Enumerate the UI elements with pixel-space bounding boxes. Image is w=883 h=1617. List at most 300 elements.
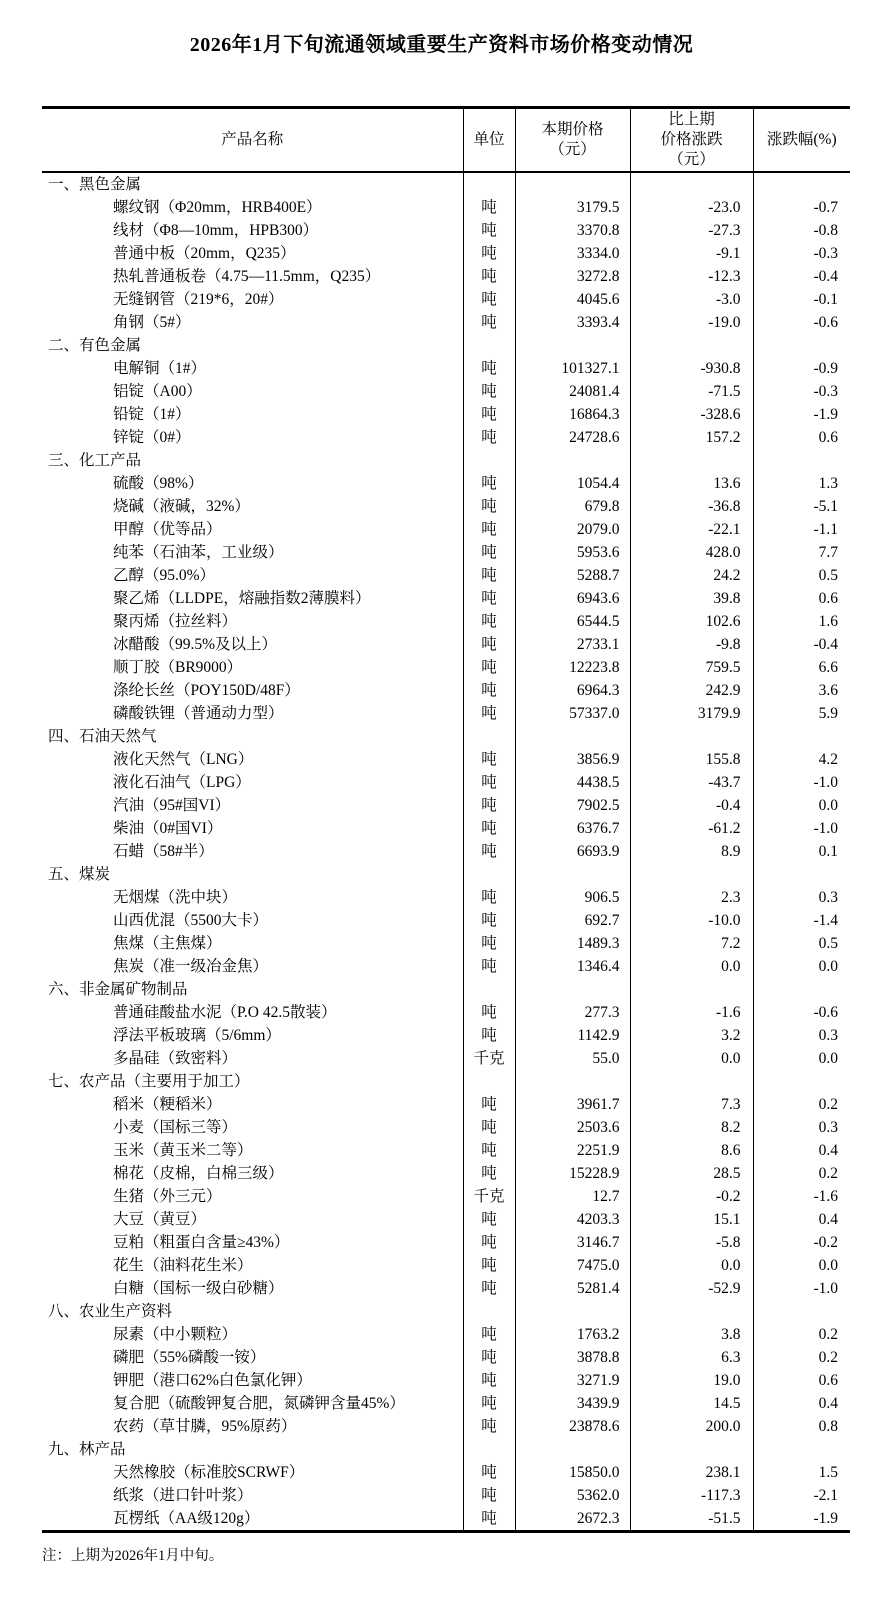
product-name: 电解铜（1#） xyxy=(113,360,207,377)
unit-cell: 吨 xyxy=(463,610,515,633)
product-row xyxy=(42,1346,850,1369)
product-name: 顺丁胶（BR9000） xyxy=(113,659,243,676)
unit-cell xyxy=(463,1300,515,1323)
price-cell: 1489.3 xyxy=(515,932,630,955)
unit-cell xyxy=(463,978,515,1001)
change-cell xyxy=(630,334,753,357)
product-row xyxy=(42,288,850,311)
price-cell: 1346.4 xyxy=(515,955,630,978)
product-row xyxy=(42,495,850,518)
price-cell: 12223.8 xyxy=(515,656,630,679)
price-cell: 23878.6 xyxy=(515,1415,630,1438)
unit-cell: 吨 xyxy=(463,1024,515,1047)
unit-cell: 吨 xyxy=(463,1415,515,1438)
pct-cell: 1.3 xyxy=(753,472,850,495)
change-cell: -19.0 xyxy=(630,311,753,334)
pct-cell: 6.6 xyxy=(753,656,850,679)
price-cell: 101327.1 xyxy=(515,357,630,380)
product-row xyxy=(42,1392,850,1415)
change-cell: -43.7 xyxy=(630,771,753,794)
price-cell xyxy=(515,1438,630,1461)
section-row xyxy=(42,1300,850,1323)
pct-cell: 7.7 xyxy=(753,541,850,564)
product-row xyxy=(42,702,850,725)
pct-cell: 0.4 xyxy=(753,1208,850,1231)
change-cell: 155.8 xyxy=(630,748,753,771)
price-cell xyxy=(515,1300,630,1323)
unit-cell: 吨 xyxy=(463,1323,515,1346)
change-cell: -328.6 xyxy=(630,403,753,426)
price-cell: 4045.6 xyxy=(515,288,630,311)
product-row xyxy=(42,1254,850,1277)
pct-cell: -0.2 xyxy=(753,1231,850,1254)
section-row xyxy=(42,172,850,196)
price-cell: 1763.2 xyxy=(515,1323,630,1346)
change-cell xyxy=(630,978,753,1001)
change-cell: -71.5 xyxy=(630,380,753,403)
section-name: 八、农业生产资料 xyxy=(48,1303,173,1320)
change-cell xyxy=(630,725,753,748)
section-row xyxy=(42,1070,850,1093)
product-row xyxy=(42,1461,850,1484)
unit-cell: 吨 xyxy=(463,1484,515,1507)
product-row xyxy=(42,541,850,564)
section-row xyxy=(42,334,850,357)
product-name: 浮法平板玻璃（5/6mm） xyxy=(113,1027,281,1044)
change-cell: 0.0 xyxy=(630,1047,753,1070)
product-name: 生猪（外三元） xyxy=(113,1188,222,1205)
unit-cell xyxy=(463,334,515,357)
product-name: 铅锭（1#） xyxy=(113,406,191,423)
price-cell: 6964.3 xyxy=(515,679,630,702)
product-name: 聚丙烯（拉丝料） xyxy=(113,613,238,630)
unit-cell: 吨 xyxy=(463,196,515,219)
change-cell xyxy=(630,1300,753,1323)
change-cell: 3179.9 xyxy=(630,702,753,725)
change-cell: 6.3 xyxy=(630,1346,753,1369)
product-name: 农药（草甘膦，95%原药） xyxy=(113,1418,297,1435)
change-cell: -0.4 xyxy=(630,794,753,817)
footnote: 注：上期为2026年1月中旬。 xyxy=(42,1548,224,1564)
product-row xyxy=(42,1139,850,1162)
change-cell xyxy=(630,172,753,196)
section-name: 四、石油天然气 xyxy=(48,728,157,745)
product-row xyxy=(42,265,850,288)
unit-cell xyxy=(463,1438,515,1461)
change-cell: -1.6 xyxy=(630,1001,753,1024)
change-cell: -117.3 xyxy=(630,1484,753,1507)
product-name: 线材（Φ8—10mm，HPB300） xyxy=(113,222,319,239)
unit-cell: 吨 xyxy=(463,426,515,449)
price-cell: 5362.0 xyxy=(515,1484,630,1507)
product-row xyxy=(42,1001,850,1024)
product-row xyxy=(42,357,850,380)
change-cell: 28.5 xyxy=(630,1162,753,1185)
unit-cell: 吨 xyxy=(463,1254,515,1277)
product-name: 烧碱（液碱，32%） xyxy=(113,498,250,515)
change-cell: 39.8 xyxy=(630,587,753,610)
price-cell: 6544.5 xyxy=(515,610,630,633)
pct-cell: 0.6 xyxy=(753,426,850,449)
product-row xyxy=(42,817,850,840)
product-row xyxy=(42,587,850,610)
price-cell: 6943.6 xyxy=(515,587,630,610)
product-name: 无烟煤（洗中块） xyxy=(113,889,238,906)
unit-cell: 吨 xyxy=(463,1116,515,1139)
price-cell: 1054.4 xyxy=(515,472,630,495)
section-name: 二、有色金属 xyxy=(48,337,142,354)
pct-cell: -1.4 xyxy=(753,909,850,932)
price-cell: 3961.7 xyxy=(515,1093,630,1116)
col-header-pct-change: 涨跌幅(%) xyxy=(753,108,850,173)
pct-cell xyxy=(753,1070,850,1093)
product-row xyxy=(42,219,850,242)
product-row xyxy=(42,1415,850,1438)
change-cell: 759.5 xyxy=(630,656,753,679)
col-header-current-price-line1: 本期价格 xyxy=(541,121,604,138)
product-row xyxy=(42,1116,850,1139)
pct-cell: 1.6 xyxy=(753,610,850,633)
unit-cell: 吨 xyxy=(463,242,515,265)
product-row xyxy=(42,840,850,863)
col-header-current-price-line2: （元） xyxy=(549,141,596,158)
price-cell: 3146.7 xyxy=(515,1231,630,1254)
pct-cell: -0.3 xyxy=(753,380,850,403)
price-cell: 15850.0 xyxy=(515,1461,630,1484)
pct-cell xyxy=(753,978,850,1001)
unit-cell: 吨 xyxy=(463,955,515,978)
section-name: 三、化工产品 xyxy=(48,452,142,469)
price-cell: 5288.7 xyxy=(515,564,630,587)
col-header-change-line2: 价格涨跌 xyxy=(660,131,723,148)
unit-cell: 吨 xyxy=(463,702,515,725)
unit-cell: 吨 xyxy=(463,541,515,564)
price-cell: 7902.5 xyxy=(515,794,630,817)
pct-cell: 3.6 xyxy=(753,679,850,702)
product-row xyxy=(42,1484,850,1507)
change-cell: 19.0 xyxy=(630,1369,753,1392)
product-name: 瓦楞纸（AA级120g） xyxy=(113,1510,260,1527)
change-cell: 13.6 xyxy=(630,472,753,495)
unit-cell: 吨 xyxy=(463,1461,515,1484)
product-name: 白糖（国标一级白砂糖） xyxy=(113,1280,284,1297)
change-cell: -22.1 xyxy=(630,518,753,541)
change-cell: 2.3 xyxy=(630,886,753,909)
pct-cell: -1.0 xyxy=(753,1277,850,1300)
product-row xyxy=(42,679,850,702)
unit-cell: 吨 xyxy=(463,1507,515,1532)
price-cell: 5953.6 xyxy=(515,541,630,564)
col-header-change-line3: （元） xyxy=(668,151,715,168)
unit-cell: 吨 xyxy=(463,1231,515,1254)
product-row xyxy=(42,1323,850,1346)
price-cell: 906.5 xyxy=(515,886,630,909)
price-cell: 24081.4 xyxy=(515,380,630,403)
change-cell: 8.2 xyxy=(630,1116,753,1139)
change-cell: -0.2 xyxy=(630,1185,753,1208)
pct-cell: 0.0 xyxy=(753,1047,850,1070)
pct-cell: -1.1 xyxy=(753,518,850,541)
unit-cell: 吨 xyxy=(463,265,515,288)
col-header-current-price xyxy=(515,108,630,173)
product-row xyxy=(42,1093,850,1116)
section-name: 一、黑色金属 xyxy=(48,176,142,193)
pct-cell: 0.6 xyxy=(753,587,850,610)
pct-cell: 0.2 xyxy=(753,1162,850,1185)
product-row xyxy=(42,564,850,587)
product-row xyxy=(42,909,850,932)
product-name: 乙醇（95.0%） xyxy=(113,567,216,584)
product-name: 甲醇（优等品） xyxy=(113,521,222,538)
unit-cell: 吨 xyxy=(463,909,515,932)
unit-cell: 吨 xyxy=(463,771,515,794)
pct-cell: 0.2 xyxy=(753,1323,850,1346)
product-name: 稻米（粳稻米） xyxy=(113,1096,222,1113)
unit-cell: 千克 xyxy=(463,1185,515,1208)
change-cell: -52.9 xyxy=(630,1277,753,1300)
col-header-product: 产品名称 xyxy=(42,108,463,173)
product-name: 聚乙烯（LLDPE，熔融指数2薄膜料） xyxy=(113,590,371,607)
unit-cell: 吨 xyxy=(463,587,515,610)
pct-cell: 0.1 xyxy=(753,840,850,863)
change-cell: 15.1 xyxy=(630,1208,753,1231)
pct-cell: 0.4 xyxy=(753,1139,850,1162)
pct-cell: -5.1 xyxy=(753,495,850,518)
section-row xyxy=(42,1438,850,1461)
change-cell: 0.0 xyxy=(630,955,753,978)
pct-cell xyxy=(753,172,850,196)
pct-cell: 0.3 xyxy=(753,1024,850,1047)
pct-cell: -0.4 xyxy=(753,265,850,288)
price-cell: 2079.0 xyxy=(515,518,630,541)
price-cell: 277.3 xyxy=(515,1001,630,1024)
price-cell: 3439.9 xyxy=(515,1392,630,1415)
unit-cell: 吨 xyxy=(463,288,515,311)
product-name: 无缝钢管（219*6，20#） xyxy=(113,291,284,308)
unit-cell: 吨 xyxy=(463,817,515,840)
price-cell: 57337.0 xyxy=(515,702,630,725)
product-name: 纯苯（石油苯，工业级） xyxy=(113,544,284,561)
change-cell: -12.3 xyxy=(630,265,753,288)
change-cell: 157.2 xyxy=(630,426,753,449)
change-cell xyxy=(630,1070,753,1093)
price-cell: 3272.8 xyxy=(515,265,630,288)
unit-cell: 吨 xyxy=(463,748,515,771)
product-name: 铝锭（A00） xyxy=(113,383,202,400)
change-cell xyxy=(630,1438,753,1461)
change-cell: 0.0 xyxy=(630,1254,753,1277)
unit-cell: 吨 xyxy=(463,472,515,495)
price-cell xyxy=(515,334,630,357)
product-name: 普通硅酸盐水泥（P.O 42.5散装） xyxy=(113,1004,337,1021)
price-cell xyxy=(515,978,630,1001)
section-row xyxy=(42,449,850,472)
product-name: 硫酸（98%） xyxy=(113,475,204,492)
price-table xyxy=(42,106,850,1533)
change-cell: -27.3 xyxy=(630,219,753,242)
unit-cell: 吨 xyxy=(463,495,515,518)
product-row xyxy=(42,311,850,334)
product-name: 涤纶长丝（POY150D/48F） xyxy=(113,682,300,699)
product-row xyxy=(42,1369,850,1392)
price-cell xyxy=(515,449,630,472)
col-header-unit: 单位 xyxy=(463,108,515,173)
product-name: 玉米（黄玉米二等） xyxy=(113,1142,253,1159)
pct-cell xyxy=(753,334,850,357)
pct-cell xyxy=(753,725,850,748)
price-cell: 2503.6 xyxy=(515,1116,630,1139)
change-cell: -61.2 xyxy=(630,817,753,840)
product-row xyxy=(42,403,850,426)
product-row xyxy=(42,1047,850,1070)
unit-cell: 吨 xyxy=(463,219,515,242)
change-cell xyxy=(630,449,753,472)
product-row xyxy=(42,932,850,955)
product-name: 棉花（皮棉，白棉三级） xyxy=(113,1165,284,1182)
product-row xyxy=(42,518,850,541)
change-cell: -930.8 xyxy=(630,357,753,380)
price-cell: 3179.5 xyxy=(515,196,630,219)
product-name: 磷酸铁锂（普通动力型） xyxy=(113,705,284,722)
price-cell xyxy=(515,1070,630,1093)
change-cell: -3.0 xyxy=(630,288,753,311)
product-name: 多晶硅（致密料） xyxy=(113,1050,238,1067)
change-cell: 3.8 xyxy=(630,1323,753,1346)
change-cell: 3.2 xyxy=(630,1024,753,1047)
product-name: 小麦（国标三等） xyxy=(113,1119,238,1136)
product-name: 石蜡（58#半） xyxy=(113,843,214,860)
pct-cell: 5.9 xyxy=(753,702,850,725)
price-cell: 4203.3 xyxy=(515,1208,630,1231)
price-cell: 7475.0 xyxy=(515,1254,630,1277)
product-name: 天然橡胶（标准胶SCRWF） xyxy=(113,1464,305,1481)
col-header-change-line1: 比上期 xyxy=(668,111,715,128)
unit-cell: 吨 xyxy=(463,403,515,426)
pct-cell: 0.8 xyxy=(753,1415,850,1438)
change-cell: -23.0 xyxy=(630,196,753,219)
unit-cell: 吨 xyxy=(463,1139,515,1162)
price-cell: 6693.9 xyxy=(515,840,630,863)
unit-cell: 吨 xyxy=(463,1208,515,1231)
change-cell: -9.1 xyxy=(630,242,753,265)
change-cell: -51.5 xyxy=(630,1507,753,1532)
pct-cell xyxy=(753,1300,850,1323)
change-cell: 8.6 xyxy=(630,1139,753,1162)
unit-cell: 吨 xyxy=(463,886,515,909)
price-table-container xyxy=(42,106,850,1533)
price-cell xyxy=(515,172,630,196)
unit-cell xyxy=(463,725,515,748)
price-cell: 3878.8 xyxy=(515,1346,630,1369)
price-cell: 3271.9 xyxy=(515,1369,630,1392)
pct-cell: 4.2 xyxy=(753,748,850,771)
pct-cell: -1.0 xyxy=(753,817,850,840)
unit-cell xyxy=(463,1070,515,1093)
col-header-change xyxy=(630,108,753,173)
unit-cell: 吨 xyxy=(463,518,515,541)
unit-cell: 吨 xyxy=(463,1001,515,1024)
price-cell: 24728.6 xyxy=(515,426,630,449)
product-name: 大豆（黄豆） xyxy=(113,1211,207,1228)
section-row xyxy=(42,863,850,886)
unit-cell: 吨 xyxy=(463,840,515,863)
price-cell xyxy=(515,863,630,886)
product-name: 角钢（5#） xyxy=(113,314,191,331)
pct-cell: -0.3 xyxy=(753,242,850,265)
pct-cell: 0.2 xyxy=(753,1346,850,1369)
pct-cell: -0.9 xyxy=(753,357,850,380)
pct-cell: -1.0 xyxy=(753,771,850,794)
section-row xyxy=(42,978,850,1001)
section-name: 七、农产品（主要用于加工） xyxy=(48,1073,250,1090)
pct-cell: 0.0 xyxy=(753,1254,850,1277)
price-cell: 12.7 xyxy=(515,1185,630,1208)
unit-cell: 吨 xyxy=(463,311,515,334)
unit-cell: 吨 xyxy=(463,633,515,656)
pct-cell: -0.4 xyxy=(753,633,850,656)
price-cell: 2672.3 xyxy=(515,1507,630,1532)
section-row xyxy=(42,725,850,748)
section-name: 六、非金属矿物制品 xyxy=(48,981,188,998)
product-name: 普通中板（20mm，Q235） xyxy=(113,245,296,262)
unit-cell: 吨 xyxy=(463,564,515,587)
page-title: 2026年1月下旬流通领域重要生产资料市场价格变动情况 xyxy=(189,34,694,56)
product-row xyxy=(42,196,850,219)
section-name: 五、煤炭 xyxy=(48,866,111,883)
pct-cell xyxy=(753,1438,850,1461)
pct-cell: 0.2 xyxy=(753,1093,850,1116)
pct-cell: 0.0 xyxy=(753,794,850,817)
price-cell: 692.7 xyxy=(515,909,630,932)
unit-cell xyxy=(463,449,515,472)
product-row xyxy=(42,610,850,633)
product-row xyxy=(42,886,850,909)
product-name: 锌锭（0#） xyxy=(113,429,191,446)
product-name: 焦煤（主焦煤） xyxy=(113,935,222,952)
table-body xyxy=(42,172,850,1532)
unit-cell: 吨 xyxy=(463,1369,515,1392)
price-cell: 3370.8 xyxy=(515,219,630,242)
unit-cell: 吨 xyxy=(463,932,515,955)
pct-cell: -0.6 xyxy=(753,1001,850,1024)
product-name: 钾肥（港口62%白色氯化钾） xyxy=(113,1372,312,1389)
product-row xyxy=(42,955,850,978)
unit-cell: 吨 xyxy=(463,1277,515,1300)
change-cell: 7.3 xyxy=(630,1093,753,1116)
product-row xyxy=(42,633,850,656)
unit-cell: 吨 xyxy=(463,1093,515,1116)
product-name: 柴油（0#国VI） xyxy=(113,820,223,837)
pct-cell: -1.9 xyxy=(753,403,850,426)
product-name: 液化天然气（LNG） xyxy=(113,751,254,768)
change-cell: 102.6 xyxy=(630,610,753,633)
product-row xyxy=(42,1507,850,1532)
unit-cell: 吨 xyxy=(463,380,515,403)
product-name: 螺纹钢（Φ20mm，HRB400E） xyxy=(113,199,322,216)
unit-cell: 吨 xyxy=(463,794,515,817)
change-cell: -5.8 xyxy=(630,1231,753,1254)
price-cell xyxy=(515,725,630,748)
unit-cell: 吨 xyxy=(463,1392,515,1415)
change-cell: -9.8 xyxy=(630,633,753,656)
unit-cell: 吨 xyxy=(463,679,515,702)
price-cell: 4438.5 xyxy=(515,771,630,794)
pct-cell: -0.8 xyxy=(753,219,850,242)
price-cell: 1142.9 xyxy=(515,1024,630,1047)
price-cell: 3393.4 xyxy=(515,311,630,334)
change-cell: 14.5 xyxy=(630,1392,753,1415)
table-header-row xyxy=(42,108,850,173)
